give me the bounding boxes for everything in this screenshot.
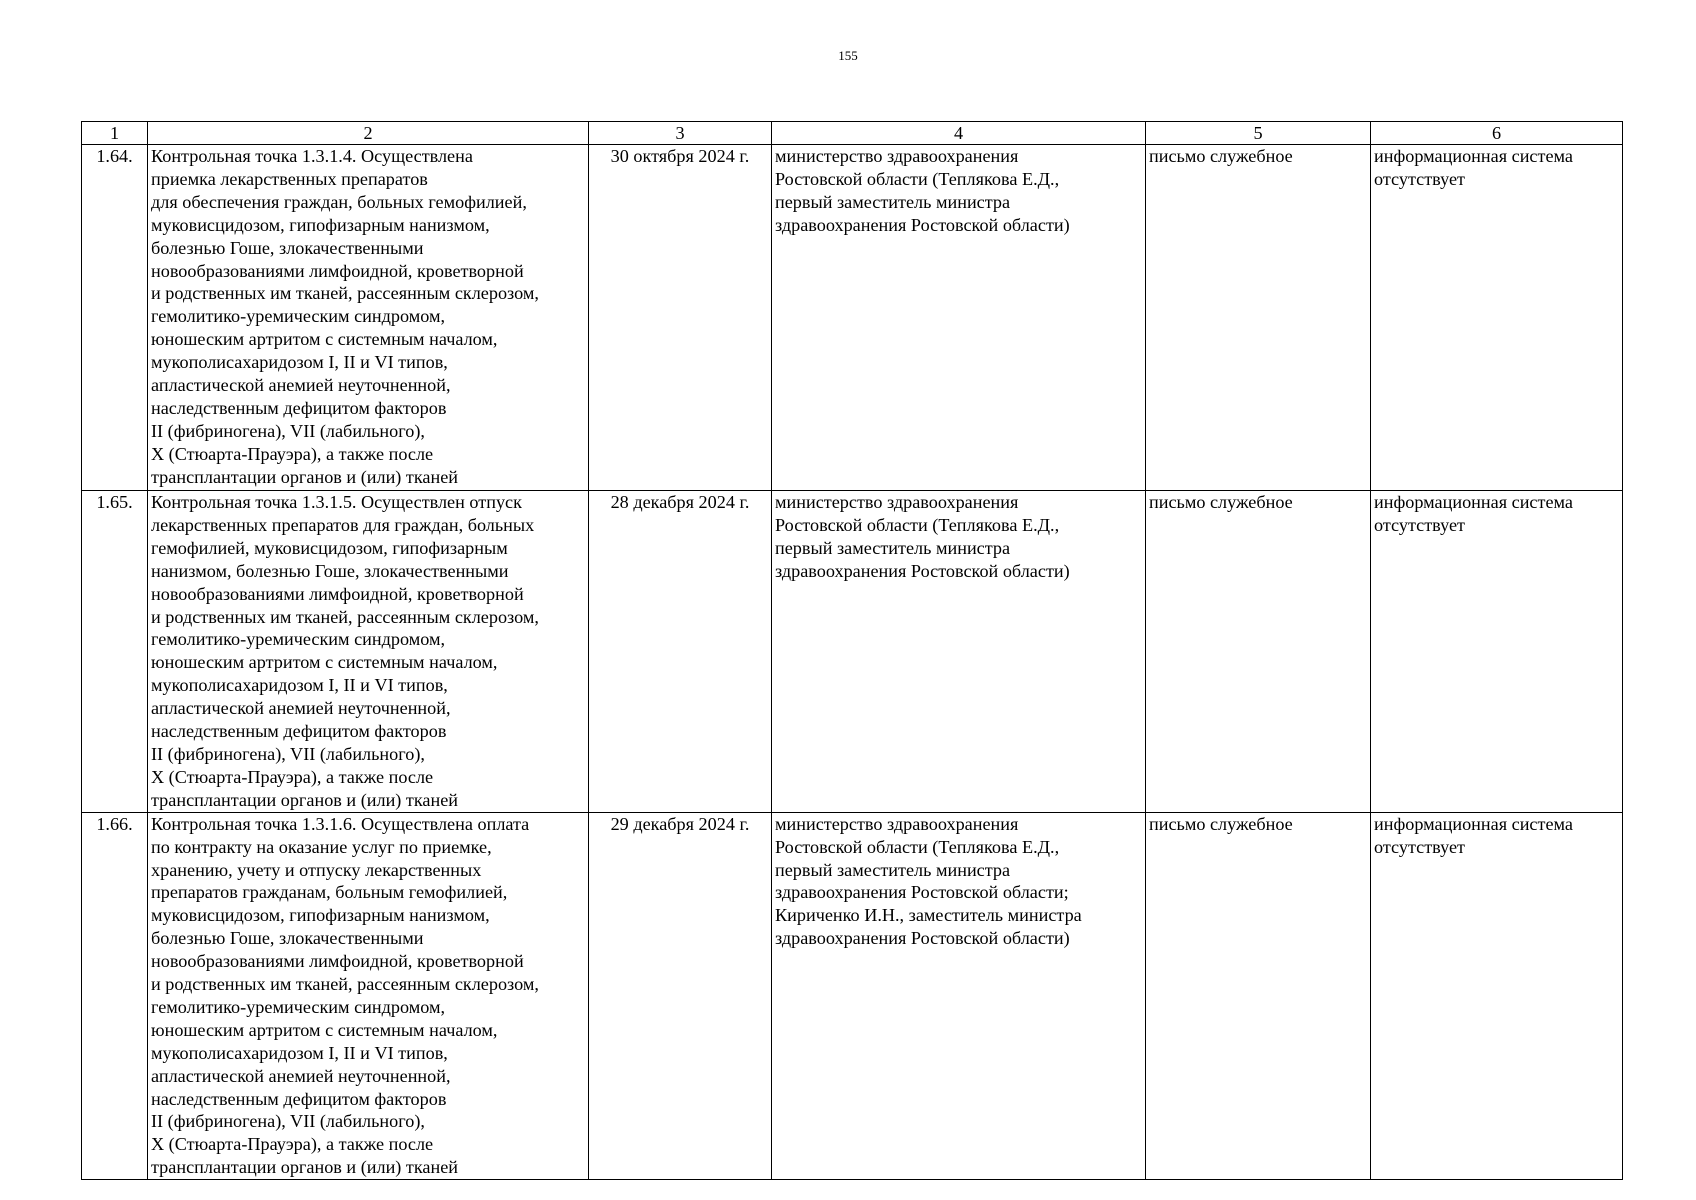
table-body xyxy=(82,145,1623,1180)
responsible-executor xyxy=(772,145,1146,491)
responsible-line: первый заместитель министра xyxy=(775,537,1011,558)
description-line: трансплантации органов и (или) тканей xyxy=(151,466,459,487)
description-line: болезнью Гоше, злокачественными xyxy=(151,237,424,258)
description-line: наследственным дефицитом факторов xyxy=(151,397,447,418)
description-line: мукополисахаридозом I, II и VI типов, xyxy=(151,352,448,373)
description-line: муковисцидозом, гипофизарным нанизмом, xyxy=(151,214,490,235)
deadline-date: 28 декабря 2024 г. xyxy=(589,491,772,813)
responsible-line: первый заместитель министра xyxy=(775,859,1011,880)
column-header-5: 5 xyxy=(1146,122,1371,145)
description-line: новообразованиями лимфоидной, кроветворной xyxy=(151,951,524,972)
description-line: X (Стюарта-Прауэра), а также после xyxy=(151,766,434,787)
column-header-2: 2 xyxy=(148,122,589,145)
information-system xyxy=(1371,491,1623,813)
description-line: X (Стюарта-Прауэра), а также после xyxy=(151,443,434,464)
description-line: новообразованиями лимфоидной, кроветворной xyxy=(151,260,524,281)
responsible-executor xyxy=(772,491,1146,813)
responsible-line: здравоохранения Ростовской области) xyxy=(775,214,1070,235)
column-header-3: 3 xyxy=(589,122,772,145)
row-number: 1.64. xyxy=(82,145,148,491)
table-row xyxy=(82,491,1623,813)
description-line: юношеским артритом с системным началом, xyxy=(151,1019,498,1040)
info-line: информационная система xyxy=(1374,492,1573,512)
responsible-line: Кириченко И.Н., заместитель министра xyxy=(775,905,1082,926)
description-line: муковисцидозом, гипофизарным нанизмом, xyxy=(151,905,490,926)
description-line: II (фибриногена), VII (лабильного), xyxy=(151,1111,425,1132)
description-line: Контрольная точка 1.3.1.4. Осуществлена xyxy=(151,146,473,166)
information-system xyxy=(1371,812,1623,1180)
control-point-description xyxy=(148,812,589,1180)
info-line: информационная система xyxy=(1374,146,1573,166)
description-line: гемолитико-уремическим синдромом, xyxy=(151,996,446,1017)
deadline-date: 30 октября 2024 г. xyxy=(589,145,772,491)
page-number: 155 xyxy=(838,48,858,63)
document-type: письмо служебное xyxy=(1146,145,1371,491)
control-points-table xyxy=(81,121,1623,1180)
information-system xyxy=(1371,145,1623,491)
info-line: отсутствует xyxy=(1374,514,1465,535)
control-point-description xyxy=(148,145,589,491)
description-line: Контрольная точка 1.3.1.6. Осуществлена оплата xyxy=(151,813,530,834)
responsible-line: Ростовской области (Теплякова Е.Д., xyxy=(775,514,1060,535)
responsible-line: Ростовской области (Теплякова Е.Д., xyxy=(775,836,1060,857)
column-header-6: 6 xyxy=(1371,122,1623,145)
description-line: Контрольная точка 1.3.1.5. Осуществлен отпуск xyxy=(151,492,522,512)
description-line: апластической анемией неуточненной, xyxy=(151,1065,451,1086)
info-line: отсутствует xyxy=(1374,168,1465,189)
description-line: мукополисахаридозом I, II и VI типов, xyxy=(151,675,448,696)
document-type: письмо служебное xyxy=(1146,812,1371,1180)
responsible-line: первый заместитель министра xyxy=(775,191,1011,212)
control-point-description xyxy=(148,491,589,813)
row-number: 1.66. xyxy=(82,812,148,1180)
responsible-executor xyxy=(772,812,1146,1180)
document-type: письмо служебное xyxy=(1146,491,1371,813)
description-line: нанизмом, болезнью Гоше, злокачественными xyxy=(151,560,509,581)
description-line: II (фибриногена), VII (лабильного), xyxy=(151,420,425,441)
responsible-line: здравоохранения Ростовской области) xyxy=(775,560,1070,581)
description-line: юношеским артритом с системным началом, xyxy=(151,329,498,350)
description-line: X (Стюарта-Прауэра), а также после xyxy=(151,1134,434,1155)
description-line: II (фибриногена), VII (лабильного), xyxy=(151,743,425,764)
row-number: 1.65. xyxy=(82,491,148,813)
responsible-line: министерство здравоохранения xyxy=(775,813,1019,834)
description-line: наследственным дефицитом факторов xyxy=(151,1088,447,1109)
description-line: новообразованиями лимфоидной, кроветворной xyxy=(151,583,524,604)
info-line: информационная система xyxy=(1374,813,1573,834)
description-line: апластической анемией неуточненной, xyxy=(151,698,451,719)
description-line: для обеспечения граждан, больных гемофилией, xyxy=(151,191,527,212)
description-line: и родственных им тканей, рассеянным склерозом, xyxy=(151,974,539,995)
description-line: трансплантации органов и (или) тканей xyxy=(151,789,459,810)
deadline-date: 29 декабря 2024 г. xyxy=(589,812,772,1180)
description-line: гемолитико-уремическим синдромом, xyxy=(151,306,446,327)
description-line: наследственным дефицитом факторов xyxy=(151,721,447,742)
responsible-line: здравоохранения Ростовской области) xyxy=(775,928,1070,949)
description-line: и родственных им тканей, рассеянным склерозом, xyxy=(151,606,539,627)
description-line: и родственных им тканей, рассеянным склерозом, xyxy=(151,283,539,304)
column-header-4: 4 xyxy=(772,122,1146,145)
description-line: лекарственных препаратов для граждан, больных xyxy=(151,514,535,535)
description-line: по контракту на оказание услуг по приемке, xyxy=(151,836,492,857)
description-line: юношеским артритом с системным началом, xyxy=(151,652,498,673)
description-line: мукополисахаридозом I, II и VI типов, xyxy=(151,1042,448,1063)
description-line: хранению, учету и отпуску лекарственных xyxy=(151,859,482,880)
description-line: препаратов гражданам, больным гемофилией, xyxy=(151,882,508,903)
responsible-line: министерство здравоохранения xyxy=(775,146,1019,166)
description-line: приемка лекарственных препаратов xyxy=(151,168,428,189)
description-line: апластической анемией неуточненной, xyxy=(151,375,451,396)
table-row xyxy=(82,145,1623,491)
description-line: гемолитико-уремическим синдромом, xyxy=(151,629,446,650)
responsible-line: министерство здравоохранения xyxy=(775,492,1019,512)
description-line: трансплантации органов и (или) тканей xyxy=(151,1157,459,1178)
column-header-1: 1 xyxy=(82,122,148,145)
header-row xyxy=(82,122,1623,145)
info-line: отсутствует xyxy=(1374,836,1465,857)
description-line: гемофилией, муковисцидозом, гипофизарным xyxy=(151,537,508,558)
table-row xyxy=(82,812,1623,1180)
responsible-line: Ростовской области (Теплякова Е.Д., xyxy=(775,168,1060,189)
responsible-line: здравоохранения Ростовской области; xyxy=(775,882,1069,903)
description-line: болезнью Гоше, злокачественными xyxy=(151,928,424,949)
